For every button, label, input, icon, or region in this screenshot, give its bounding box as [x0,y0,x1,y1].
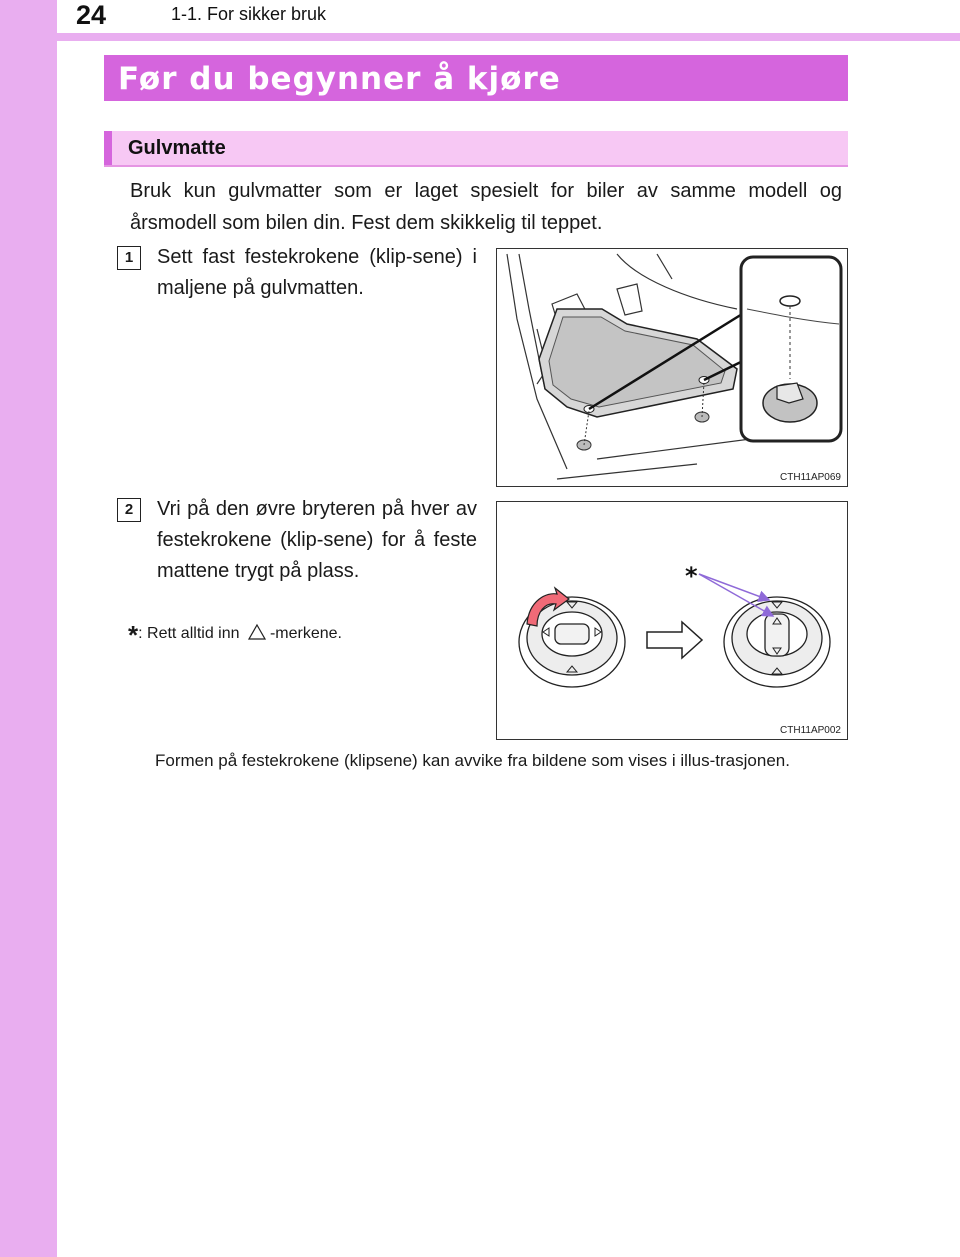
step-1-text: Sett fast festekrokene (klip-sene) i maljene på gulvmatten. [157,246,477,299]
main-title-bar [104,55,848,101]
page-number: 24 [76,0,107,30]
sub-title-accent [104,131,112,165]
triangle-mark-icon [248,623,266,641]
hook-rotation-illustration [497,502,847,739]
figure-hook-rotation [496,501,848,740]
figure-floor-mat [496,248,848,487]
figure-asterisk: * [685,562,698,590]
sub-title-bar [104,131,848,167]
sub-title: Gulvmatte [128,137,226,159]
figure-2-code: CTH11AP002 [780,725,841,736]
header-rule [57,33,960,41]
footnote-marker: * [128,620,139,650]
step-2-badge: 2 [117,498,141,522]
floor-mat-illustration [497,249,847,486]
footnote-text-before: : Rett alltid inn [138,625,240,642]
transition-arrow-icon [647,622,702,658]
step-1-badge: 1 [117,246,141,270]
section-title: 1-1. For sikker bruk [171,4,327,24]
main-title: Før du begynner å kjøre [118,61,561,97]
note-paragraph: Formen på festekrokene (klipsene) kan avvike fra bildene som vises i illus-trasjonen. [155,751,790,770]
side-bar [0,0,57,1257]
figure-1-code: CTH11AP069 [780,472,841,483]
intro-paragraph: Bruk kun gulvmatter som er laget spesielt for biler av samme modell og årsmodell som bilen din. Fest dem skikkelig til teppet. [130,180,842,234]
footnote [128,620,342,651]
footnote-text-after: -merkene. [269,625,342,642]
step-2-text: Vri på den øvre bryteren på hver av festekrokene (klip-sene) for å feste mattene trygt på plass. [157,498,477,582]
